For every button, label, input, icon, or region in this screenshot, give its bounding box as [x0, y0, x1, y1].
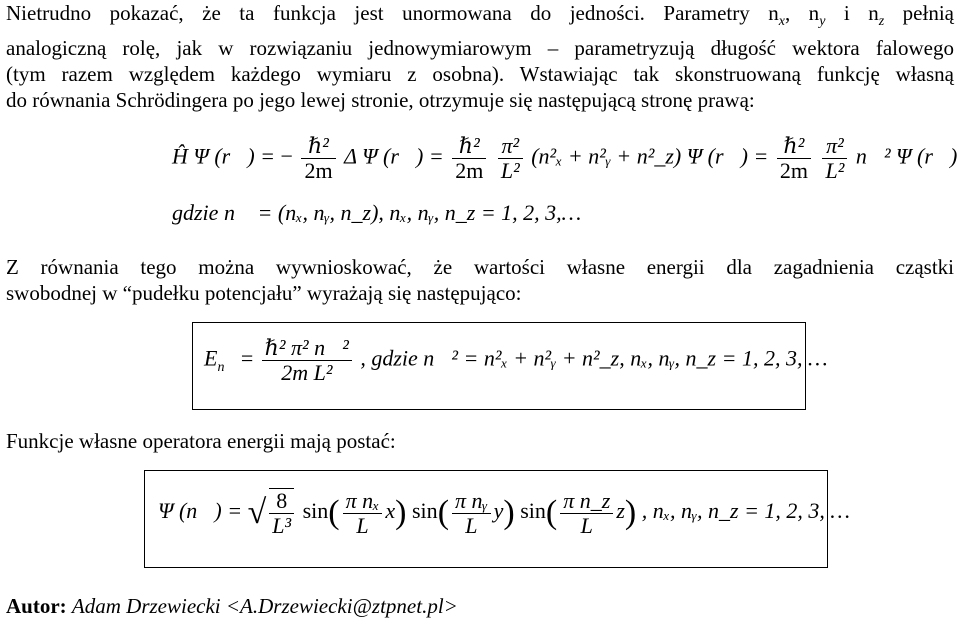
author-label: Autor:: [6, 594, 67, 618]
eq3-frac-z: $\frac{\text{π n\_z}}{L}$: [560, 489, 613, 538]
energy-line-1: Z równania tego można wywnioskować, że wartości własne energii dla zagadnienia cząstki: [6, 255, 954, 279]
eq1-gdzie-line: gdzie n⃗ = (nₓ, nᵧ, n_z), nₓ, nᵧ, n_z = 1, 2, 3,…: [172, 200, 582, 225]
intro-paragraph: [6, 0, 954, 113]
eq3-frac-x: $\frac{\text{π nₓ}}{L}$: [343, 489, 383, 538]
eq2-frac: $\frac{\text{ℏ² π² n⃗²}}{\text{2m L²}}$: [262, 336, 352, 385]
author-footer: [6, 594, 458, 619]
energy-paragraph: [6, 254, 954, 306]
eq3-sqrt-frac: $\frac{8}{\text{L³}}$: [269, 488, 294, 538]
intro-line-4: do równania Schrödingera po jego lewej stronie, otrzymuje się następującą stronę prawą:: [6, 88, 755, 113]
eq1-frac-3: $\frac{\text{π²}}{\text{L²}}$: [498, 134, 523, 183]
eq2-tail: , gdzie n⃗² = n²ₓ + n²ᵧ + n²_z, nₓ, nᵧ, n_z = 1, 2, 3, …: [360, 345, 828, 371]
eq1-lhs: Ĥ Ψ (r⃗) =: [172, 143, 276, 169]
eq1-frac-1: $\frac{\text{ℏ²}}{2m}$: [301, 134, 335, 183]
eq3-frac-y: $\frac{\text{π nᵧ}}{L}$: [452, 489, 491, 538]
eq1-frac-4: $\frac{\text{ℏ²}}{2m}$: [777, 134, 811, 183]
intro-line-1: Nietrudno pokazać, że ta funkcja jest unormowana do jedności. Parametry $n_x$, $n_y$ i $n_z$ pełnią: [6, 1, 954, 30]
energy-line-2: swobodnej w “pudełku potencjału” wyrażają się następująco:: [6, 281, 522, 305]
eq3-lhs: Ψ (n⃗) =: [158, 498, 243, 524]
eq1-frac-2: $\frac{\text{ℏ²}}{2m}$: [452, 134, 486, 183]
author-name: Adam Drzewiecki <A.Drzewiecki@ztpnet.pl>: [71, 594, 458, 618]
energy-equation: $E_{n⃗}$ = $\frac{\text{ℏ² π² n⃗²}}{\text{2m L²}}$ , gdzie n⃗² = n²ₓ + n²ᵧ + n²_z, nₓ, nᵧ, n_z = 1, 2, 3, …: [204, 335, 828, 385]
intro-line-3: (tym razem względem każdego wymiaru z osobna). Wstawiając tak skonstruowaną funkcję własną: [6, 62, 954, 87]
eq1-rhs-tail: n⃗² Ψ (r⃗): [855, 143, 958, 169]
eq1-frac-5: $\frac{\text{π²}}{\text{L²}}$: [822, 134, 847, 183]
wavefunction-equation: Ψ (n⃗) = √ $\frac{8}{\text{L³}}$ sin( $\frac{\text{π nₓ}}{L}$ x) sin( $\frac{\text{π nᵧ}}{L}$ y) sin( $\frac{\text{π n\_z}}{L}$ z) , nₓ, nᵧ, n_z = 1, 2, 3, …: [158, 487, 850, 538]
eq1-delta-psi: Δ Ψ (r⃗) =: [344, 143, 444, 169]
eigenfunctions-paragraph: Funkcje własne operatora energii mają postać:: [6, 429, 396, 453]
eq2-lhs: E: [204, 345, 218, 371]
intro-line-2: analogiczną rolę, jak w rozwiązaniu jednowymiarowym – parametryzują długość wektora falowego: [6, 36, 954, 61]
eq3-tail: , nₓ, nᵧ, n_z = 1, 2, 3, …: [641, 498, 850, 524]
eq1-sum: (n²ₓ + n²ᵧ + n²_z) Ψ (r⃗) =: [531, 143, 769, 169]
schrodinger-equation: Ĥ Ψ (r⃗) = − $\frac{\text{ℏ²}}{2m}$ Δ Ψ (r⃗) = $\frac{\text{ℏ²}}{2m}$ $\frac{\text{π²}}{\text{L²}}$ (n²ₓ + n²ᵧ + n²_z) Ψ (r⃗) = $\frac{\text{ℏ²}}{2m}$ $\frac{\text{π²}}{\text{L²}}$ n⃗² Ψ (r⃗): [172, 133, 958, 183]
